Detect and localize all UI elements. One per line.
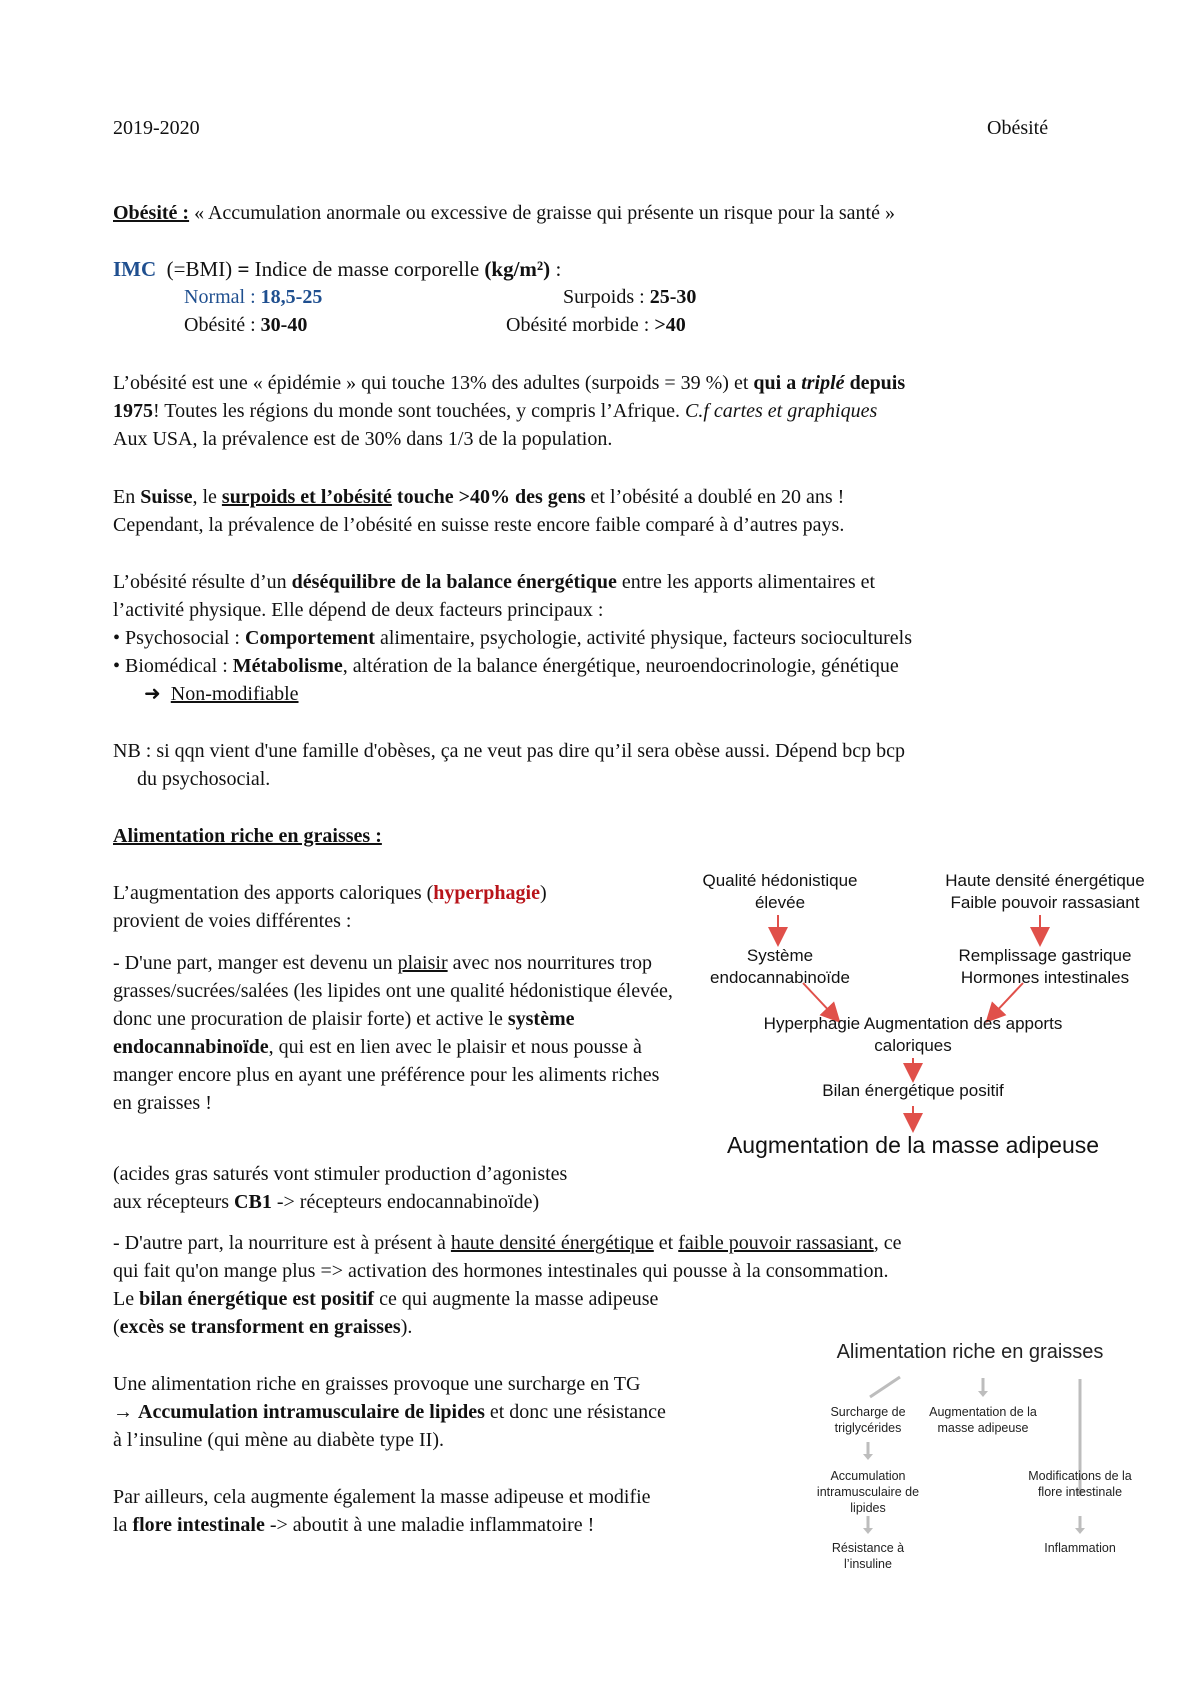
diagram2-title: Alimentation riche en graisses <box>836 1341 1104 1363</box>
part1-paragraph <box>113 949 681 1117</box>
imc-morbide-label: Obésité morbide : <box>506 314 650 336</box>
balance-bullet1 <box>113 624 912 652</box>
suisse-e: touche >40% des gens <box>396 486 586 508</box>
bullet2-c: , altération de la balance énergétique, neuroendocrinologie, génétique <box>342 655 899 677</box>
diagram2-arrowhead <box>863 1454 873 1460</box>
part1-c: avec nos nourritures trop grasses/sucrées/salées (les lipides ont une qualité hédonistique élevée, donc une procuration de plaisir forte) et active le <box>113 952 673 1030</box>
hyper-a: L’augmentation des apports caloriques ( <box>113 882 434 904</box>
diagram2-arrowhead <box>863 1528 873 1534</box>
imc-obesite <box>184 311 307 339</box>
imc-morbide <box>506 311 686 339</box>
imc-alias: (=BMI) <box>166 257 233 281</box>
diagram1-hyperphagia: Hyperphagie Augmentation des apports caloriques <box>763 1014 1063 1055</box>
balance-b: déséquilibre de la balance énergétique <box>291 571 617 593</box>
imc-surpoids <box>563 283 696 311</box>
imc-obesite-label: Obésité : <box>184 314 256 336</box>
nb-line1: NB : si qqn vient d'une famille d'obèses, ça ne veut pas dire qu’il sera obèse aussi. Dépend bcp bcp <box>113 740 905 762</box>
imc-normal <box>184 283 322 311</box>
diagram1-density: Haute densité énergétique Faible pouvoir rassasiant <box>945 871 1145 912</box>
tg-line2 <box>113 1398 666 1426</box>
nonmodifiable: Non-modifiable <box>170 683 299 705</box>
section-title-text: Alimentation riche en graisses : <box>113 825 382 847</box>
epidemic-line2 <box>113 397 877 425</box>
suisse-line1 <box>113 483 844 511</box>
diagram2-arrow <box>870 1377 900 1397</box>
imc-obesite-value: 30-40 <box>260 314 308 336</box>
acides-line2 <box>113 1188 539 1216</box>
part2-e: , ce <box>873 1232 902 1254</box>
part2-line1 <box>113 1229 902 1257</box>
tg-arrow-icon: → <box>113 1401 133 1423</box>
balance-line1 <box>113 568 875 596</box>
balance-c: entre les apports alimentaires et <box>621 571 876 593</box>
imc-morbide-value: >40 <box>654 314 686 336</box>
part2-c: et <box>658 1232 674 1254</box>
part2-line4 <box>113 1313 412 1341</box>
header-title: Obésité <box>987 117 1049 139</box>
suisse-line2: Cependant, la prévalence de l’obésité en suisse reste encore faible comparé à d’autres pays. <box>113 514 845 536</box>
diagram2-inflammation: Inflammation <box>1044 1541 1116 1555</box>
bullet1-c: alimentaire, psychologie, activité physique, facteurs socioculturels <box>379 627 913 649</box>
nonmodifiable-line <box>144 680 299 708</box>
part2-k: excès se transforment en graisses <box>119 1316 401 1338</box>
balance-a: L’obésité résulte d’un <box>113 571 287 593</box>
bullet1-a: • Psychosocial : <box>113 627 240 649</box>
imc-normal-value: 18,5-25 <box>260 286 323 308</box>
diagram1-endocannabinoid: Système endocannabinoïde <box>710 946 850 987</box>
hyper-d: provient de voies différentes : <box>113 910 352 932</box>
diagram2-flora: Modifications de la flore intestinale <box>1028 1469 1132 1499</box>
diagram1-hedonistic: Qualité hédonistique élevée <box>702 871 858 912</box>
tg-c: Accumulation intramusculaire de lipides <box>138 1401 485 1423</box>
epidemic-cf: C.f cartes et graphiques <box>685 400 878 422</box>
flore-line2 <box>113 1511 594 1539</box>
imc-eq: = <box>237 257 250 281</box>
part2-i: ce qui augmente la masse adipeuse <box>379 1288 659 1310</box>
imc-surpoids-label: Surpoids : <box>563 286 645 308</box>
suisse-a: En <box>113 486 136 508</box>
epidemic-text-d: depuis <box>849 372 906 394</box>
flore-line1: Par ailleurs, cela augmente également la masse adipeuse et modifie <box>113 1486 651 1508</box>
imc-normal-label: Normal : <box>184 286 256 308</box>
epidemic-text-b: qui a <box>753 372 797 394</box>
bullet1-b: Comportement <box>245 627 375 649</box>
diagram1-positive-balance: Bilan énergétique positif <box>822 1081 1004 1100</box>
diagram2-arrowhead <box>1075 1528 1085 1534</box>
diagram2-triglycerides: Surcharge de triglycérides <box>830 1405 906 1435</box>
suisse-c: , le <box>192 486 217 508</box>
part2-d: faible pouvoir rassasiant <box>678 1232 874 1254</box>
part2-l: ). <box>400 1316 413 1338</box>
hyper-c: ) <box>539 882 547 904</box>
imc-line <box>113 255 561 283</box>
suisse-f: et l’obésité a doublé en 20 ans ! <box>590 486 845 508</box>
epidemic-line3: Aux USA, la prévalence est de 30% dans 1/3 de la population. <box>113 428 613 450</box>
flore-c: flore intestinale <box>132 1514 265 1536</box>
part2-a: - D'autre part, la nourriture est à présent à <box>113 1232 446 1254</box>
flore-d: -> aboutit à une maladie inflammatoire ! <box>269 1514 595 1536</box>
part2-h: bilan énergétique est positif <box>139 1288 375 1310</box>
imc-desc: Indice de masse corporelle <box>254 257 480 281</box>
imc-label: IMC <box>113 257 157 281</box>
section-title <box>113 822 382 850</box>
epidemic-text-a: L’obésité est une « épidémie » qui touche 13% des adultes (surpoids = 39 %) et <box>113 372 749 394</box>
part1-e: , qui est en lien avec le plaisir et nous pousse à manger encore plus en ayant une préférence pour les aliments riches en graisses ! <box>113 1036 660 1114</box>
acides-c: CB1 <box>234 1191 272 1213</box>
nb-line2: du psychosocial. <box>137 768 271 790</box>
epidemic-year: 1975 <box>113 400 153 422</box>
tg-line1: Une alimentation riche en graisses provoque une surcharge en TG <box>113 1373 641 1395</box>
tg-d: et donc une résistance <box>489 1401 666 1423</box>
part2-j: ( <box>113 1316 120 1338</box>
definition <box>113 199 895 227</box>
acides-d: -> récepteurs endocannabinoïde) <box>276 1191 540 1213</box>
diagram2-insulin-resistance: Résistance à l’insuline <box>831 1541 905 1571</box>
diagram2-intramuscular: Accumulation intramusculaire de lipides <box>816 1469 920 1515</box>
fat-diet-diagram <box>790 1340 1160 1590</box>
acides-b: aux récepteurs <box>113 1191 230 1213</box>
part1-b: plaisir <box>397 952 448 974</box>
part2-b: haute densité énergétique <box>450 1232 654 1254</box>
tg-line3: à l’insuline (qui mène au diabète type II). <box>113 1429 444 1451</box>
suisse-d: surpoids et l’obésité <box>221 486 392 508</box>
epidemic-text-f: ! Toutes les régions du monde sont touchées, y compris l’Afrique. <box>153 400 681 422</box>
hyper-b: hyperphagie <box>433 882 540 904</box>
definition-text: « Accumulation anormale ou excessive de graisse qui présente un risque pour la santé » <box>194 202 895 224</box>
diagram2-arrowhead <box>978 1391 988 1397</box>
diagram1-gastric: Remplissage gastrique Hormones intestinales <box>958 946 1132 987</box>
imc-unit: (kg/m²) <box>484 257 551 281</box>
hyperphagia-diagram <box>685 865 1165 1170</box>
epidemic-line1 <box>113 369 905 397</box>
bullet2-a: • Biomédical : <box>113 655 228 677</box>
part2-line2: qui fait qu'on mange plus => activation des hormones intestinales qui pousse à la consommation. <box>113 1260 889 1282</box>
bullet2-b: Métabolisme <box>232 655 343 677</box>
hyper-paragraph <box>113 879 673 935</box>
diagram2-adipose: Augmentation de la masse adipeuse <box>929 1405 1037 1435</box>
arrow-icon: ➜ <box>144 683 161 705</box>
flore-b: la <box>113 1514 128 1536</box>
acides-line1: (acides gras saturés vont stimuler production d’agonistes <box>113 1163 568 1185</box>
imc-colon: : <box>555 257 562 281</box>
suisse-b: Suisse <box>140 486 193 508</box>
balance-bullet2 <box>113 652 899 680</box>
epidemic-tripled: triplé <box>801 372 845 394</box>
part2-line3 <box>113 1285 658 1313</box>
imc-surpoids-value: 25-30 <box>649 286 697 308</box>
part2-g: Le <box>113 1288 135 1310</box>
diagram1-adipose-mass: Augmentation de la masse adipeuse <box>726 1132 1100 1158</box>
definition-term: Obésité : <box>113 202 190 224</box>
part1-a: - D'une part, manger est devenu un <box>113 952 393 974</box>
part1-d: système endocannabinoïde <box>113 1008 575 1058</box>
balance-line2: l’activité physique. Elle dépend de deux facteurs principaux : <box>113 599 604 621</box>
header-year: 2019-2020 <box>113 117 200 139</box>
